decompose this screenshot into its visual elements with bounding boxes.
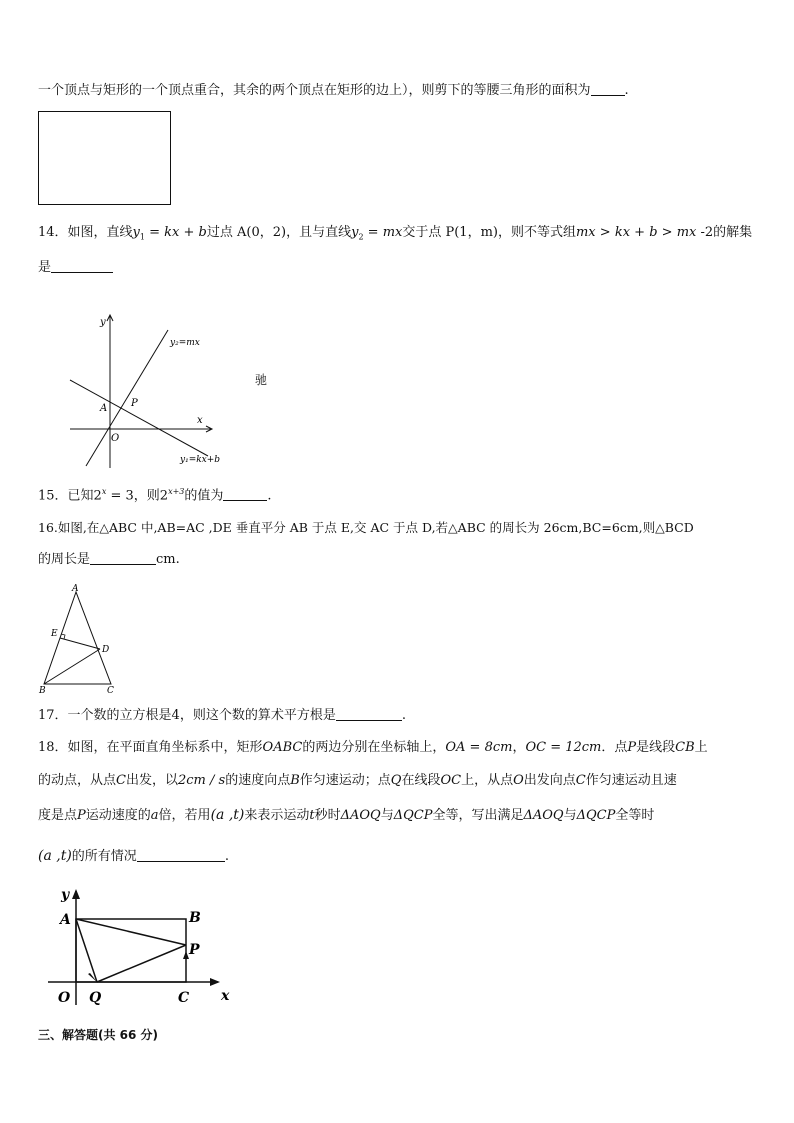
q18-l3-a: 度是点 [38,808,78,823]
q14-label-line-y2: y₂=mx [170,338,200,348]
q14-t4: 的解集 [713,225,753,240]
q15-eq: = 3 [106,488,134,504]
q16-line2-post: cm. [156,552,180,567]
q18-l2-bpt: B [290,773,300,788]
q18-l3-h: 与 [563,808,577,823]
q18-l2-d: 的速度向点 [225,773,291,788]
q18-x-arrow [210,978,220,986]
q15-t2: ，则 [133,488,160,504]
q14-gt2: > [657,225,677,240]
q16-text-line1: 16.如图,在△ABC 中,AB=AC ,DE 垂直平分 AB 于点 E,交 AC 于点 D,若△ABC 的周长为 26cm,BC=6cm,则△BCD [38,520,694,535]
q18-y-arrow [72,889,80,899]
q15-base1: 2 [93,488,102,504]
q15-text-line [38,482,272,506]
q18-l1-f: 上 [694,740,708,755]
q15-t1: 15．已知 [38,488,94,504]
q18-segment-ap [76,919,186,945]
q15-t3: 的值为 [184,488,224,504]
q17-answer-blank [336,706,402,721]
q16-triangle-figure [36,582,126,694]
q18-label-q: Q [89,990,102,1006]
q14-ineq-b: kx + b [614,225,658,240]
q18-label-p: P [189,942,200,958]
q17-t2: ，则这个数的算术平方根是 [179,708,336,723]
q18-label-o: O [58,990,71,1006]
q17-t1: 17．一个数的立方根是 [38,708,172,723]
q18-l2-c2: C [575,773,586,788]
q16-label-b: B [39,686,46,694]
q14-label-p: P [131,398,138,409]
q18-l1-a: 18．如图，在平面直角坐标系中，矩形 [38,740,263,755]
q14-y2: y [351,225,359,240]
q18-text-line3 [38,805,654,826]
q14-label-x: x [197,415,203,426]
q16-line2-pre: 的周长是 [38,552,91,567]
q18-l3-p: P [77,808,86,823]
q14-label-y: y [100,317,106,328]
q17-text-line [38,706,406,726]
q18-l4-pair: (a ,t) [38,848,72,864]
q14-ineq-c: mx [676,225,697,240]
q18-l1-oa: OA = 8cm [445,740,513,755]
q18-l2-c: C [116,773,126,788]
q18-l1-e: 是线段 [636,740,676,755]
q14-text-line1 [38,223,752,248]
q18-text-line2 [38,771,677,791]
q15-exp2: x+3 [168,487,185,496]
q14-line-y1 [70,380,208,456]
q14-label-line-y1: y₁=kx+b [180,455,221,465]
q15-end: . [267,488,272,504]
q18-l2-oc: OC [440,773,462,788]
q16-text-line2 [38,550,180,570]
q14-y1-sub: 1 [139,232,145,242]
q18-l2-o: O [513,773,524,788]
q13-rectangle-figure [38,111,171,205]
q14-t1: 14．如图，直线 [38,225,133,240]
q13-answer-blank [591,81,625,96]
q18-l3-qcp: ΔQCP [393,808,433,823]
q14-ineq-a: mx [575,225,596,240]
q18-l3-f: 与 [380,808,394,823]
q18-l1-d: ．点 [601,740,628,755]
q18-label-x: x [221,988,230,1004]
q16-segment-bd [44,649,100,684]
q18-l2-f: 在线段 [401,773,441,788]
q18-l1-p: P [627,740,637,755]
q18-l3-g: 全等，写出满足 [432,808,524,823]
q15-base2: 2 [159,488,169,504]
q14-stray-character: 驰 [255,373,268,387]
q18-l2-i: 作匀速运动且速 [585,773,677,788]
q18-l2-e: 作匀速运动；点 [299,773,391,788]
q14-eq2: = mx [363,225,403,240]
q14-answer-blank [51,258,113,273]
q14-y1: y [132,225,140,240]
q14-ineq-tail: -2 [696,225,714,240]
q18-l3-c: 倍，若用 [158,808,211,823]
q18-l3-alpha: a [150,808,159,823]
q16-label-c: C [107,686,114,694]
q18-l3-aoq2: ΔAOQ [523,808,564,823]
q18-label-a: A [60,912,71,928]
q18-label-c: C [178,990,190,1006]
q14-line2: 是 [38,260,52,275]
q13-end: . [624,83,629,98]
q13-text: 一个顶点与矩形的一个顶点重合，其余的两个顶点在矩形的边上），则剪下的等腰三角形的面积为 [38,83,591,98]
q16-label-d: D [102,645,110,655]
q18-l2-speed: 2cm / s [177,773,226,788]
q18-l3-qcp2: ΔQCP [576,808,616,823]
q18-l1-c: ， [512,740,526,755]
q18-l4-end: . [224,849,229,864]
q14-gt1: > [595,225,615,240]
q14-graph-figure [60,310,260,470]
q18-label-b: B [189,910,201,926]
q15-answer-blank [223,486,267,501]
q14-label-a: A [100,403,108,414]
q14-eq1: = kx + b [145,225,207,240]
q15-exp1: x [101,487,107,496]
q18-text-line1 [38,738,708,758]
q18-l2-q: Q [390,773,402,788]
q18-text-line4 [38,846,229,867]
q18-l1-oabc: OABC [262,740,303,755]
q14-t3: 交于点 P(1，m)，则不等式组 [402,225,576,240]
q18-l3-aoq: ΔAOQ [340,808,381,823]
q14-t2: 过点 A(0，2)，且与直线 [206,225,352,240]
q17-end: . [401,708,406,723]
q18-l3-d: 来表示运动 [244,808,310,823]
q16-label-a: A [72,584,79,594]
section3-heading: 三、解答题(共 66 分) [38,1028,159,1042]
q14-label-o: O [111,433,120,444]
q17-num: 4 [171,708,180,723]
q18-l3-i: 全等时 [615,808,655,823]
q14-text-line2 [38,258,113,278]
q18-l3-b: 运动速度的 [85,808,151,823]
q18-l1-cb: CB [675,740,695,755]
q14-y2-sub: 2 [358,232,364,242]
q16-label-e: E [51,629,58,639]
q18-segment-aq [76,919,97,982]
q18-l2-b: 出发，以 [125,773,178,788]
q18-l3-t: t [309,808,315,823]
q18-rectangle-oabc [76,919,186,982]
q18-answer-blank [137,847,225,862]
q18-l2-a: 的动点，从点 [38,773,117,788]
q18-l3-pair: (a ,t) [210,807,245,823]
q14-line-y2 [86,330,168,466]
q18-l4-text: 的所有情况 [71,849,137,864]
q18-l2-g: 上，从点 [461,773,514,788]
q18-segment-qp [97,945,186,982]
q16-answer-blank [90,550,156,565]
q18-l1-oc: OC = 12cm [525,740,602,755]
q18-l2-h: 出发向点 [523,773,576,788]
q18-l1-b: 的两边分别在坐标轴上， [302,740,446,755]
q18-label-y: y [61,887,70,903]
q18-coordinate-figure [42,885,232,1015]
q13-text-line [38,81,629,101]
q18-l3-e: 秒时 [314,808,341,823]
